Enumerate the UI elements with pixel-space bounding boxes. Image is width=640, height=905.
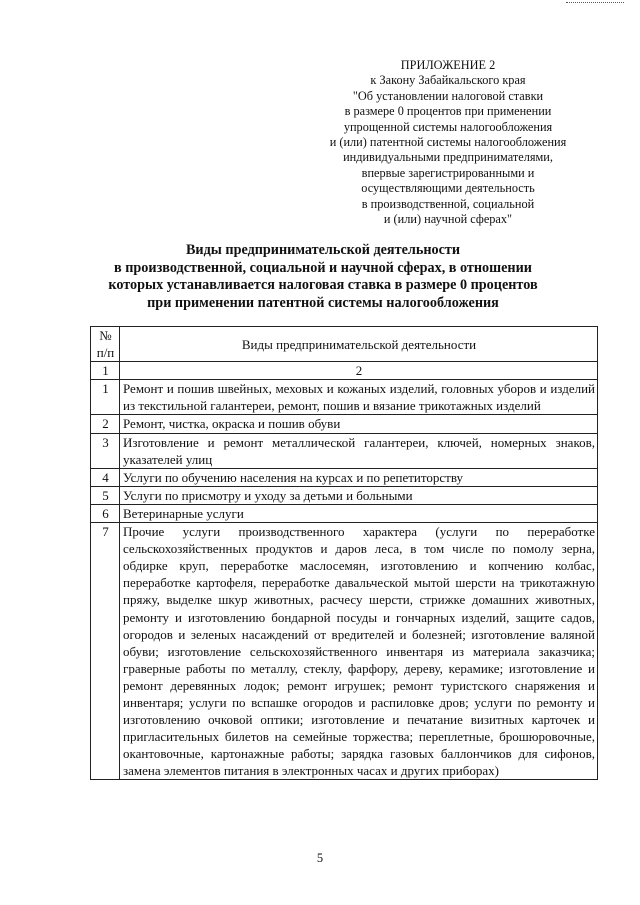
appendix-line: и (или) патентной системы налогообложения (329, 135, 567, 150)
document-title (40, 242, 606, 312)
activity-text: Услуги по обучению населения на курсах и по репетиторству (120, 468, 598, 486)
title-line: которых устанавливается налоговая ставка в размере 0 процентов (108, 277, 538, 293)
activity-text: Прочие услуги производственного характера (услуги по переработке сельскохозяйственных продуктов и даров леса, в том числе по помолу зерна, обдирке круп, переработке маслосемян, изготовлению и копчению колбас, переработке картофеля, переработке давальческой мытой шерсти на трикотажную пряжу, выделке шкур животных, расчесу шерсти, стрижке домашних животных, ремонту и изготовлению бондарной посуды и гончарных изделий, защите садов, огородов и зеленых насаждений от вредителей и болезней; изготовление валяной обуви; изготовление сельскохозяйственного инвентаря из материала заказчика; граверные работы по металлу, стеклу, фарфору, дереву, керамике; изготовление и ремонт деревянных лодок; ремонт игрушек; ремонт туристского снаряжения и инвентаря; услуги по вспашке огородов и распиловке дров; услуги по ремонту и изготовлению очковой оптики; изготовление и печатание визитных карточек и пригласительных билетов на семейные торжества; переплетные, брошюровочные, окантовочные, картонажные работы; зарядка газовых баллончиков для сифонов, замена элементов питания в электронных часах и других приборах) (120, 523, 598, 780)
column-number-cell: 2 (120, 362, 598, 380)
page-number: 5 (316, 851, 324, 865)
appendix-line: к Закону Забайкальского края (370, 73, 526, 88)
activity-text: Ремонт, чистка, окраска и пошив обуви (120, 415, 598, 433)
activities-table (90, 326, 598, 780)
title-line: в производственной, социальной и научной сферах, в отношении (114, 259, 532, 276)
appendix-line: ПРИЛОЖЕНИЕ 2 (400, 58, 496, 72)
appendix-block (298, 58, 598, 227)
title-line: Виды предпринимательской деятельности (185, 242, 461, 258)
appendix-line: упрощенной системы налогообложения (343, 119, 553, 134)
table-row (91, 380, 598, 415)
table-header-row (91, 327, 598, 362)
title-line: при применении патентной системы налогообложения (147, 294, 499, 311)
row-number: 2 (91, 415, 120, 433)
table-row (91, 486, 598, 504)
header-num-cell: № п/п (91, 327, 120, 362)
row-number: 6 (91, 504, 120, 522)
activity-text: Услуги по присмотру и уходу за детьми и больными (120, 486, 598, 504)
activity-text: Изготовление и ремонт металлической галантереи, ключей, номерных знаков, указателей улиц (120, 433, 598, 468)
appendix-line: "Об установлении налоговой ставки (352, 88, 544, 103)
row-number: 5 (91, 486, 120, 504)
appendix-line: в размере 0 процентов при применении (344, 104, 552, 119)
table-row (91, 433, 598, 468)
appendix-line: впервые зарегистрированными и (361, 165, 535, 180)
column-number-row (91, 362, 598, 380)
appendix-line: осуществляющими деятельность (361, 181, 535, 196)
column-number-cell: 1 (91, 362, 120, 380)
appendix-line: в производственной, социальной (361, 196, 535, 211)
row-number: 1 (91, 380, 120, 415)
row-number: 7 (91, 523, 120, 780)
table-row (91, 523, 598, 780)
header-name-cell: Виды предпринимательской деятельности (120, 327, 598, 362)
row-number: 3 (91, 433, 120, 468)
table-row (91, 415, 598, 433)
table-row (91, 468, 598, 486)
row-number: 4 (91, 468, 120, 486)
activity-text: Ветеринарные услуги (120, 504, 598, 522)
appendix-line: и (или) научной сферах" (383, 212, 513, 227)
appendix-line: индивидуальными предпринимателями, (343, 150, 553, 165)
activity-text: Ремонт и пошив швейных, меховых и кожаных изделий, головных уборов и изделий из текстильной галантереи, ремонт, пошив и вязание трикотажных изделий (120, 380, 598, 415)
table-row (91, 504, 598, 522)
scan-artifact-mark (566, 2, 624, 6)
